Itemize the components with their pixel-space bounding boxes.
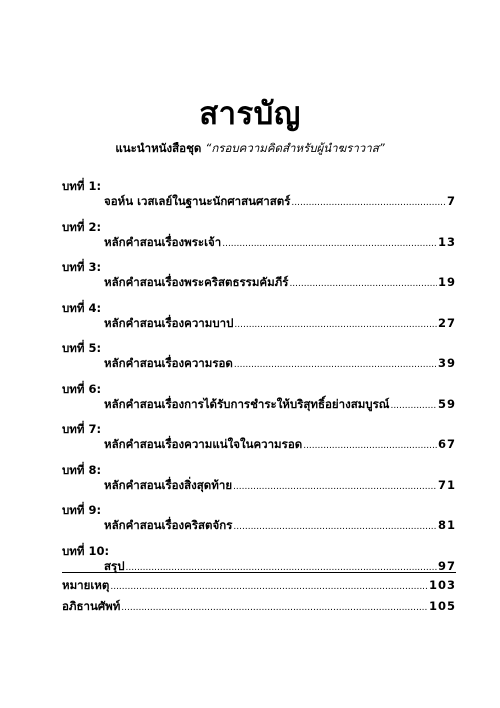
toc-entry[interactable] xyxy=(104,315,456,333)
dot-leader xyxy=(222,239,437,249)
toc-entry-notes[interactable] xyxy=(62,577,456,598)
page-number: 19 xyxy=(437,275,456,289)
page-number: 71 xyxy=(437,477,456,492)
dot-leader xyxy=(234,360,437,370)
page-number: 103 xyxy=(428,578,456,592)
chapter-label: บทที่ 7: xyxy=(62,422,102,436)
toc-entry-glossary[interactable] xyxy=(62,598,456,619)
toc-entry[interactable] xyxy=(104,193,456,211)
subtitle-lead: แนะนำหนังสือชุด xyxy=(115,141,202,155)
toc-chapter-5 xyxy=(62,334,456,375)
entry-title: สรุป xyxy=(104,558,125,573)
page-number: 27 xyxy=(437,315,456,330)
toc-chapter-7 xyxy=(62,415,456,456)
series-name: “กรอบความคิดสำหรับผู้นำฆราวาส” xyxy=(205,141,385,155)
toc-chapter-6 xyxy=(62,375,456,416)
entry-title: หลักคำสอนเรื่องพระเจ้า xyxy=(104,234,222,249)
page-number: 67 xyxy=(437,437,456,451)
toc-chapter-8 xyxy=(62,456,456,497)
toc-entry[interactable] xyxy=(104,396,456,414)
dot-leader xyxy=(303,441,437,451)
page-number: 81 xyxy=(437,518,456,532)
chapter-label: บทที่ 1: xyxy=(62,179,102,193)
table-of-contents xyxy=(62,172,456,577)
dot-leader xyxy=(121,603,428,613)
page-number: 59 xyxy=(437,396,456,411)
page-number: 7 xyxy=(446,194,456,208)
entry-title: อภิธานศัพท์ xyxy=(62,599,121,613)
chapter-label: บทที่ 6: xyxy=(62,381,102,396)
entry-title: หลักคำสอนเรื่องความบาป xyxy=(104,315,234,330)
toc-entry[interactable] xyxy=(104,517,456,535)
toc-entry[interactable] xyxy=(104,274,456,292)
toc-entry[interactable] xyxy=(104,234,456,252)
entry-title: จอห์น เวสเลย์ในฐานะนักศาสนศาสตร์ xyxy=(104,194,291,208)
page-number: 105 xyxy=(428,599,456,613)
toc-chapter-10 xyxy=(62,537,456,578)
dot-leader xyxy=(291,198,446,208)
toc-entry[interactable] xyxy=(104,477,456,495)
chapter-label: บทที่ 3: xyxy=(62,260,102,274)
chapter-label: บทที่ 10: xyxy=(62,543,110,558)
toc-chapter-1 xyxy=(62,172,456,213)
back-matter xyxy=(62,577,456,619)
dot-leader xyxy=(289,279,437,289)
page-number: 13 xyxy=(437,234,456,249)
dot-leader xyxy=(233,482,437,492)
dot-leader xyxy=(126,563,437,573)
toc-chapter-4 xyxy=(62,294,456,335)
chapter-label: บทที่ 5: xyxy=(62,341,102,355)
chapter-label: บทที่ 4: xyxy=(62,300,102,315)
page-number: 39 xyxy=(437,356,456,370)
toc-chapter-9 xyxy=(62,496,456,537)
series-subtitle xyxy=(0,140,500,158)
entry-title: หลักคำสอนเรื่องสิ่งสุดท้าย xyxy=(104,477,233,492)
page-number: 97 xyxy=(437,558,456,573)
chapter-label: บทที่ 9: xyxy=(62,503,102,517)
dot-leader xyxy=(233,522,437,532)
chapter-label: บทที่ 8: xyxy=(62,462,102,477)
toc-chapter-3 xyxy=(62,253,456,294)
entry-title: หลักคำสอนเรื่องพระคริสตธรรมคัมภีร์ xyxy=(104,275,289,289)
dot-leader xyxy=(390,401,437,411)
dot-leader xyxy=(234,320,437,330)
toc-chapter-2 xyxy=(62,213,456,254)
section-divider xyxy=(62,572,456,573)
entry-title: หลักคำสอนเรื่องความรอด xyxy=(104,356,233,370)
toc-entry[interactable] xyxy=(104,436,456,454)
chapter-label: บทที่ 2: xyxy=(62,219,102,234)
page-title: สารบัญ xyxy=(199,96,301,132)
entry-title: หลักคำสอนเรื่องคริสตจักร xyxy=(104,518,233,532)
entry-title: หลักคำสอนเรื่องการได้รับการชำระให้บริสุทธิ์อย่างสมบูรณ์ xyxy=(104,396,390,411)
entry-title: หลักคำสอนเรื่องความแน่ใจในความรอด xyxy=(104,437,303,451)
entry-title: หมายเหตุ xyxy=(62,578,110,592)
toc-entry[interactable] xyxy=(104,355,456,373)
dot-leader xyxy=(110,582,428,592)
